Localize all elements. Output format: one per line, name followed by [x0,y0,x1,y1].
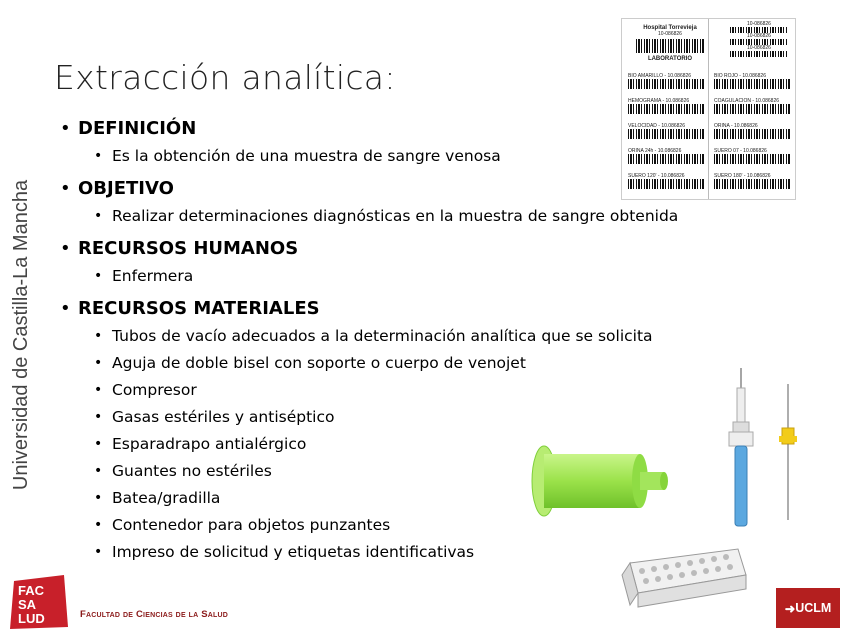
yellow-needle-image [776,384,800,520]
section-item: • Enfermera [60,263,760,290]
faculty-logo-line: LUD [18,611,45,626]
barcode-code: 10-086826 [747,33,771,39]
barcode-label: SUERO 120' - 10.086826 [628,173,685,179]
section-item: • Compresor [60,377,760,404]
section-heading: • OBJETIVO [60,175,760,203]
barcode-label: ORINA 24h - 10.086826 [628,148,682,154]
section-heading: • RECURSOS HUMANOS [60,235,760,263]
university-vertical-text: Universidad de Castilla-La Mancha [10,179,32,491]
barcode-label: HEMOGRAMA - 10.086826 [628,98,690,104]
uclm-logo [776,588,840,628]
tube-holder-image [530,442,670,520]
barcode-label: BIO ROJO - 10.086826 [714,73,766,79]
barcode-label: COAGULACION - 10.086826 [714,98,780,104]
slide-title: Extracción analítica: [54,58,396,97]
section-item: • Esparadrapo antialérgico [60,431,760,458]
barcode-labels-image [621,18,796,200]
barcode-section: LABORATORIO [647,56,693,62]
barcode-label: ORINA - 10.086826 [714,123,758,129]
section-item: • Batea/gradilla [60,485,760,512]
barcode-label: VELOCIDAD - 10.086826 [628,123,685,129]
section-item: • Guantes no estériles [60,458,760,485]
faculty-logo [8,573,72,631]
arrow-icon: ➜ [784,601,796,616]
section-item: • Tubos de vacío adecuados a la determinación analítica que se solicita [60,323,760,350]
faculty-logo-line: FAC [18,583,44,598]
barcode-code: 10-086826 [658,31,682,37]
barcode-label: SUERO 180' - 10.086826 [714,173,771,179]
barcode-code: 10-086826 [747,45,771,51]
needle-image [724,368,758,528]
barcode-header: Hospital Torrevieja [643,25,697,31]
barcode-code: 10-086826 [747,21,771,27]
section-item: • Impreso de solicitud y etiquetas identificativas [60,539,760,566]
section-item: • Realizar determinaciones diagnósticas en la muestra de sangre obtenida [60,203,760,230]
section-item: • Gasas estériles y antiséptico [60,404,760,431]
section-heading: • DEFINICIÓN [60,115,760,143]
section-heading: • RECURSOS MATERIALES [60,295,760,323]
section-item: • Aguja de doble bisel con soporte o cuerpo de venojet [60,350,760,377]
section-item: • Contenedor para objetos punzantes [60,512,760,539]
uclm-logo-text: UCLM [795,601,832,615]
section-item: • Es la obtención de una muestra de sangre venosa [60,143,760,170]
tube-rack-image [620,545,748,611]
faculty-name: Facultad de Ciencias de la Salud [80,609,228,620]
barcode-label: SUERO 07 - 10.086826 [714,148,767,154]
faculty-logo-line: SA [18,597,37,612]
barcode-label: BIO AMARILLO - 10.086826 [628,73,692,79]
